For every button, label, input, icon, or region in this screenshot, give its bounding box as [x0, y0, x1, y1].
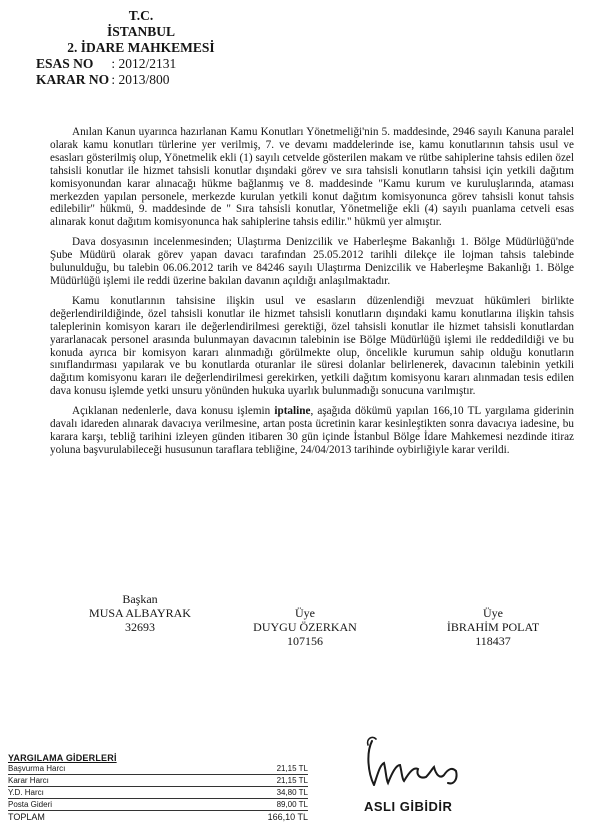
final-paragraph	[50, 405, 574, 457]
final-after: , aşağıda dökümü yapılan 166,10 TL yargılama giderinin davalı idareden alınarak davacıya verilmesine, artan posta ücretinin karar kesinleştikten sonra davacıya iadesine, bu karara karşı, tebliğ tarihini izleyen günden itibaren 30 gün içinde İstanbul Bölge İdare Mahkemesi nezdinde itiraz yoluna başvurulabileceği hususunun taraflara tebliğine, 24/04/2013 tarihinde oybirliğiyle karar verildi.	[50, 405, 574, 456]
esas-value: : 2012/2131	[111, 56, 177, 71]
paragraph: Dava dosyasının incelenmesinden; Ulaştırma Denizcilik ve Haberleşme Bakanlığı 1. Bölge Müdürlüğü'nde Şube Müdürü olarak görev yapan davacı tarafından 25.05.2012 tarihli dilekçe ile lojman tahsis talebinde bulunulduğu, bu talebin 06.06.2012 tarih ve 84246 sayılı Ulaştırma Denizcilik ve Haberleşme Bakanlığı 1. Bölge Müdürlüğü işlemi ile reddi üzerine bakılan davanın açıldığı anlaşılmaktadır.	[50, 236, 574, 287]
cost-amount: 21,15 TL	[276, 776, 308, 785]
clerk-signature-block	[358, 733, 478, 825]
costs-title: YARGILAMA GİDERLERİ	[8, 753, 117, 763]
header-court: 2. İDARE MAHKEMESİ	[67, 40, 215, 55]
header-tc: T.C.	[128, 8, 154, 23]
cost-label: Karar Harcı	[8, 776, 49, 785]
costs-table	[8, 753, 308, 822]
esas-row	[36, 56, 246, 72]
karar-label: KARAR NO	[36, 72, 110, 87]
signature-number: 32693	[125, 620, 155, 634]
signature-role: Üye	[295, 606, 315, 620]
cost-amount: 34,80 TL	[276, 788, 308, 797]
paragraph: Anılan Kanun uyarınca hazırlanan Kamu Konutları Yönetmeliği'nin 5. maddesinde, 2946 sayılı Kanuna paralel olarak kamu konutları türlerine yer verilmiş, 7. ve devamı maddelerinde ise, kamu konutlarının tahsis usul ve esasları gösterilmiş olup, Yönetmelik ekli (1) sayılı cetvelde gösterilen makam ve rütbe sahiplerine tahsis edilen özel tahsisli konutlar ile hizmet tahsisli konutlar dışındaki görev ve sıra tahsisli konutların tahsisi için yetkili dağıtım komisyonundan karar alınacağı hükme bağlanmış ve 8. maddesinde "Kamu kurum ve kuruluşlarında, ataması merkezden yapılan personele, merkezde kurulan yetkili konut dağıtım komisyonunca görev tahsisli konut tahsis edilebilir" hükmü, 9. maddesinde de " Sıra tahsisli konutlar, Yönetmeliğe ekli (4) sayılı puanlama cetveli esas alınarak konut dağıtım komisyonunca hak sahiplerine tahsis edilir." hükmü yer almıştır.	[50, 126, 574, 229]
cost-amount: 89,00 TL	[276, 800, 308, 809]
final-before: Açıklanan nedenlerle, dava konusu işlemin	[72, 405, 275, 418]
signature-number: 118437	[475, 634, 511, 648]
cost-row	[8, 763, 308, 775]
cost-label: Y.D. Harcı	[8, 788, 44, 797]
signature-name: İBRAHİM POLAT	[446, 620, 540, 634]
court-header	[36, 8, 246, 88]
cost-label: Başvurma Harcı	[8, 764, 66, 773]
karar-row	[36, 72, 246, 88]
signature-chair	[60, 592, 220, 634]
signature-role: Üye	[483, 606, 503, 620]
karar-value: : 2013/800	[111, 72, 170, 87]
cost-row	[8, 775, 308, 787]
cost-amount: 21,15 TL	[276, 764, 308, 773]
signature-name: DUYGU ÖZERKAN	[253, 620, 357, 634]
paragraph: Kamu konutlarının tahsisine ilişkin usul ve esasların düzenlendiği mevzuat hükümleri birlikte değerlendirildiğinde, özel tahsisli konutlar ile hizmet tahsisli konutların dışındaki kamu konutlarına ilişkin tahsis taleplerinin komisyon kararı ile değerlendirilmesi gerektiği, özel tahsisli konutlar ile hizmet tahsisli konutlardan yararlanacak personel arasında bulunmayan davacının talebinin ise Bölge Müdürlüğü işlemi ile reddedildiği ve bu konuda ayrıca bir komisyon kararı alınmadığı görülmekte olup, öncelikle kurumun sahip olduğu konutların sınıflandırması yapılarak ve bu konutlarda oturanlar ile süresi dolanlar belirlenerek, davacının talebinin yetkili dağıtım komisyonu kararı ile değerlendirilmesi gerekirken, yetkili dağıtım komisyonu kararı alınmadan tesis edilen dava konusu işlemde yetki unsuru yönünden hukuka uyarlık bulunmadığı sonucuna varılmıştır.	[50, 294, 574, 398]
signature-name: MUSA ALBAYRAK	[89, 606, 191, 620]
signature-number: 107156	[287, 634, 323, 648]
cost-total-label: TOPLAM	[8, 812, 45, 822]
signature-role: Başkan	[122, 592, 158, 606]
cost-total-row	[8, 811, 308, 822]
final-bold: iptaline	[274, 405, 311, 418]
decision-body	[50, 126, 574, 464]
cost-row	[8, 787, 308, 799]
cost-total-amount: 166,10 TL	[267, 812, 308, 822]
signature-member-2	[408, 606, 578, 648]
esas-label: ESAS NO	[36, 56, 94, 71]
cost-row	[8, 799, 308, 811]
clerk-name: ASLI GİBİDİR	[364, 799, 453, 814]
cost-label: Posta Gideri	[8, 800, 53, 809]
handwritten-signature-icon	[358, 733, 478, 803]
header-city: İSTANBUL	[106, 24, 176, 39]
signature-member-1	[220, 606, 390, 648]
